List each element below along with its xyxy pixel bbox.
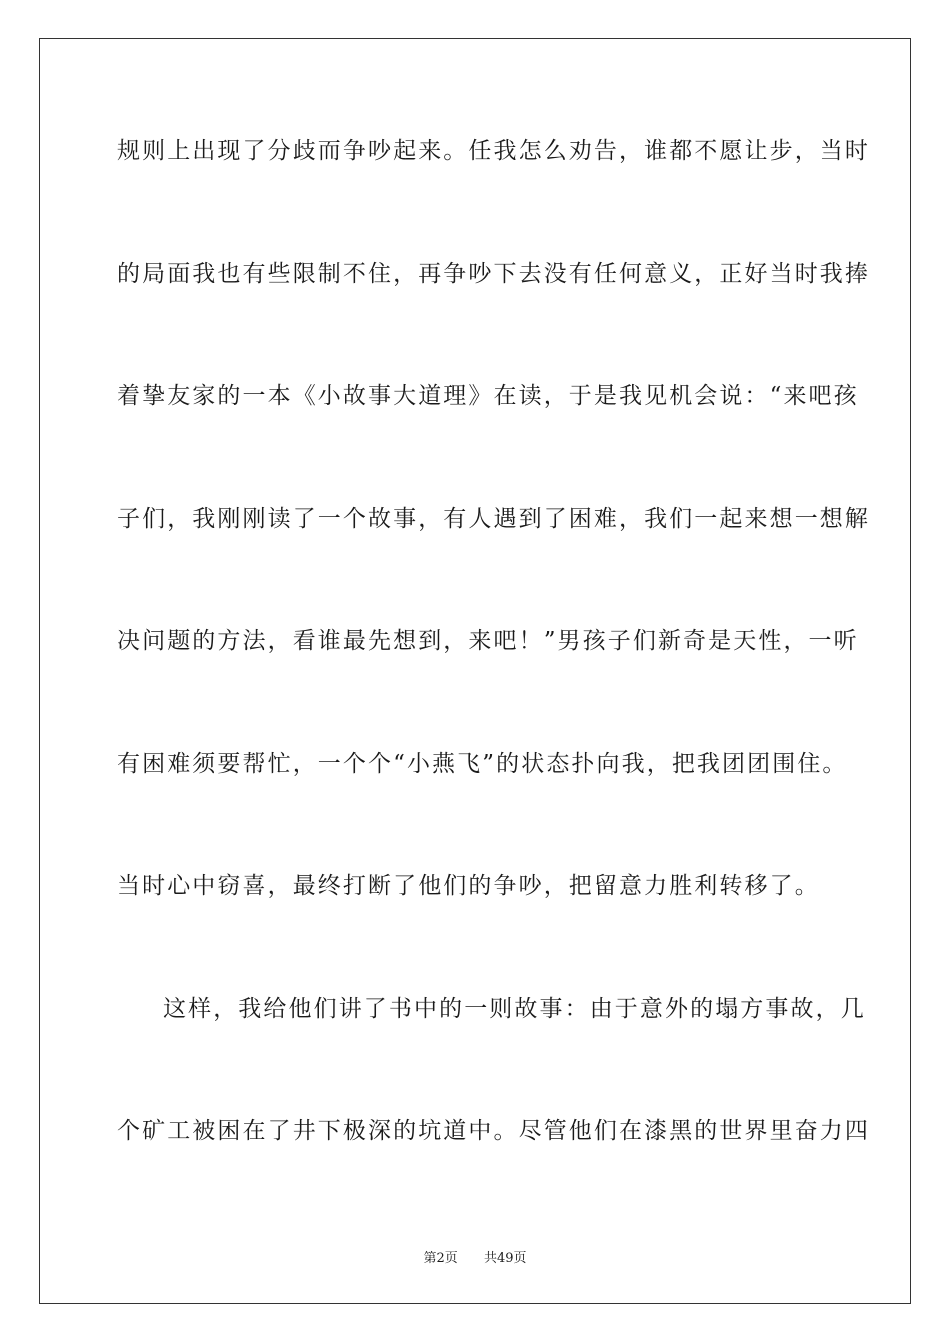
text-line: 规则上出现了分歧而争吵起来。任我怎么劝告，谁都不愿让步，当时 [117,138,870,164]
text-line: 着挚友家的一本《小故事大道理》在读，于是我见机会说：“来吧孩 [117,383,859,409]
total-pages: 共49页 [484,1251,527,1266]
text-line: 当时心中窃喜，最终打断了他们的争吵，把留意力胜利转移了。 [117,873,820,899]
text-line: 有困难须要帮忙，一个个“小燕飞”的状态扑向我，把我团团围住。 [117,750,848,777]
page-footer [0,1247,950,1266]
text-line: 个矿工被困在了井下极深的坑道中。尽管他们在漆黑的世界里奋力四 [117,1118,870,1144]
paragraph-start-line: 这样，我给他们讲了书中的一则故事：由于意外的塌方事故，几 [163,995,866,1022]
text-line: 子们，我刚刚读了一个故事，有人遇到了困难，我们一起来想一想解 [117,505,870,532]
document-body [117,124,870,1227]
text-line: 的局面我也有些限制不住，再争吵下去没有任何意义，正好当时我捧 [117,260,870,287]
text-line: 决问题的方法，看谁最先想到，来吧！”男孩子们新奇是天性，一听 [117,628,859,654]
page-number: 第2页 [423,1251,458,1266]
